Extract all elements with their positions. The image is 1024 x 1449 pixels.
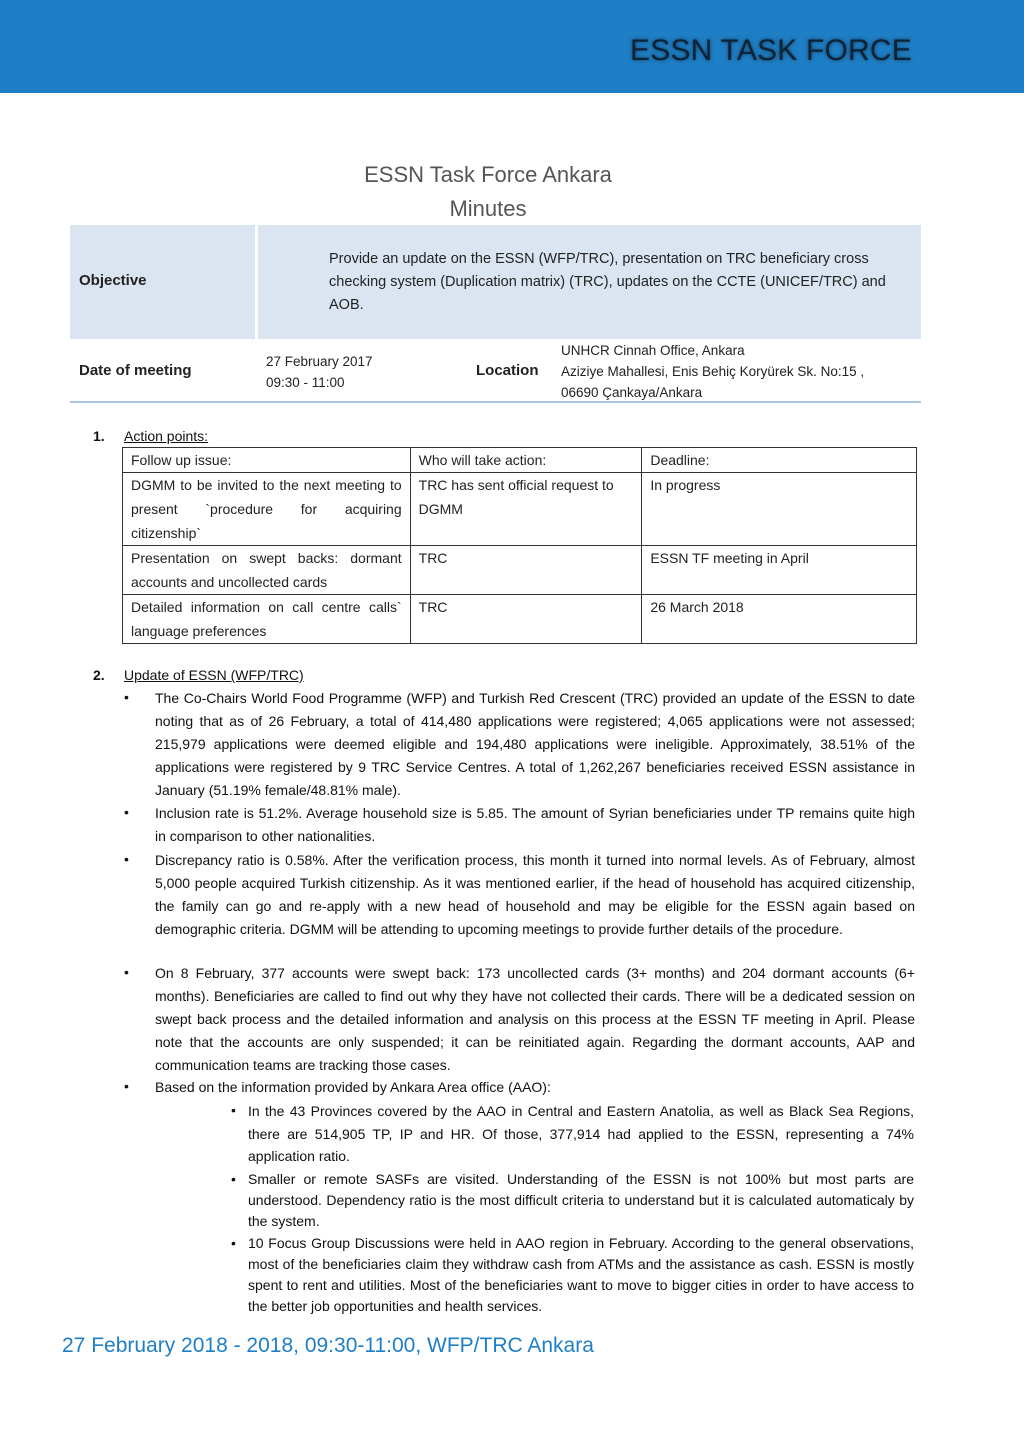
list-item: Discrepancy ratio is 0.58%. After the verification process, this month it turned into normal levels. As of February, almost 5,000 people acquired Turkish citizenship. As it was mentioned earlier, if the head of household has acquired citizenship, the family can go and re-apply with a new head of household and may be eligible for the ESSN again based on demographic criteria. DGMM will be attending to upcoming meetings to provide further details of the procedure.	[155, 852, 915, 937]
date-value: 27 February 2017	[266, 354, 373, 369]
section-title: Action points:	[124, 428, 209, 444]
objective-label: Objective	[79, 272, 147, 289]
list-item: On 8 February, 377 accounts were swept back: 173 uncollected cards (3+ months) and 204 dormant accounts (6+ months). Beneficiaries are called to find out why they have not collected their cards. There will be a dedicated session on swept back process and the detailed information and analysis on this process at the ESSN TF meeting in April. Please note that the accounts are only suspended; it can be reinitiated again. Regarding the dormant accounts, AAP and communication teams are tracking those cases.	[155, 965, 915, 1073]
table-header-cell: Follow up issue:	[123, 448, 411, 473]
meta-divider	[70, 401, 921, 403]
section-number: 1.	[93, 428, 105, 444]
table-cell: TRC	[410, 595, 642, 644]
table-cell: TRC	[410, 546, 642, 595]
table-cell: Detailed information on call centre calls` language preferences	[123, 595, 411, 644]
time-value: 09:30 - 11:00	[266, 375, 345, 390]
table-row	[123, 546, 917, 595]
sub-list-item: 10 Focus Group Discussions were held in AAO region in February. According to the general observations, most of the beneficiaries claim they withdraw cash from ATMs and the assistance as cash. ESSN is mostly spent to rent and utilities. Most of the beneficiaries want to move to bigger cities in order to have access to the better job opportunities and health services.	[248, 1235, 914, 1314]
header-banner	[0, 0, 1024, 93]
bullet-icon: •	[124, 964, 129, 980]
section-title: Update of ESSN (WFP/TRC)	[124, 667, 304, 683]
document-subtitle: Minutes	[449, 196, 527, 221]
location-label: Location	[476, 362, 539, 379]
sub-bullet-icon: •	[231, 1102, 236, 1118]
table-cell: 26 March 2018	[642, 595, 917, 644]
table-cell: Presentation on swept backs: dormant accounts and uncollected cards	[123, 546, 411, 595]
location-line: Aziziye Mahallesi, Enis Behiç Koryürek Sk. No:15 ,	[561, 364, 865, 379]
date-label: Date of meeting	[79, 362, 192, 379]
objective-divider	[255, 225, 258, 339]
document-title: ESSN Task Force Ankara	[364, 162, 612, 187]
bullet-icon: •	[124, 689, 129, 705]
table-cell: ESSN TF meeting in April	[642, 546, 917, 595]
table-row	[123, 473, 917, 546]
table-cell: In progress	[642, 473, 917, 546]
bullet-icon: •	[124, 1078, 129, 1094]
bullet-icon: •	[124, 851, 129, 867]
footer-text: 27 February 2018 - 2018, 09:30-11:00, WFP/TRC Ankara	[62, 1334, 594, 1357]
list-item: Inclusion rate is 51.2%. Average household size is 5.85. The amount of Syrian beneficiaries under TP remains quite high in comparison to other nationalities.	[155, 805, 915, 844]
list-item: Based on the information provided by Ankara Area office (AAO):	[155, 1079, 551, 1095]
table-cell: DGMM to be invited to the next meeting to present `procedure for acquiring citizenship`	[123, 473, 411, 546]
objective-text: Provide an update on the ESSN (WFP/TRC), presentation on TRC beneficiary cross checking system (Duplication matrix) (TRC), updates on the CCTE (UNICEF/TRC) and AOB.	[329, 251, 886, 313]
table-row	[123, 595, 917, 644]
location-line: UNHCR Cinnah Office, Ankara	[561, 343, 745, 358]
table-cell: TRC has sent official request to DGMM	[410, 473, 642, 546]
action-points-table	[122, 447, 917, 644]
list-item: The Co-Chairs World Food Programme (WFP) and Turkish Red Crescent (TRC) provided an update of the ESSN to date noting that as of 26 February, a total of 414,480 applications were registered; 4,065 applications were not assessed; 215,979 applications were deemed eligible and 194,480 applications were ineligible. Approximately, 38.51% of the applications were registered by 9 TRC Service Centres. A total of 1,262,267 beneficiaries received ESSN assistance in January (51.19% female/48.81% male).	[155, 690, 915, 798]
bullet-icon: •	[124, 804, 129, 820]
sub-list-item: In the 43 Provinces covered by the AAO in Central and Eastern Anatolia, as well as Black Sea Regions, there are 514,905 TP, IP and HR. Of those, 377,914 had applied to the ESSN, representing a 74% application ratio.	[248, 1103, 914, 1164]
table-header-cell: Deadline:	[642, 448, 917, 473]
section-number: 2.	[93, 667, 105, 683]
sub-bullet-icon: •	[231, 1235, 236, 1251]
table-header-cell: Who will take action:	[410, 448, 642, 473]
sub-bullet-icon: •	[231, 1171, 236, 1187]
table-header-row	[123, 448, 917, 473]
location-line: 06690 Çankaya/Ankara	[561, 385, 703, 400]
sub-list-item: Smaller or remote SASFs are visited. Understanding of the ESSN is not 100% but most parts are understood. Dependency ratio is the most difficult criteria to understand but it is calculated automaticaly by the system.	[248, 1171, 914, 1229]
banner-title: ESSN TASK FORCE	[630, 34, 912, 67]
